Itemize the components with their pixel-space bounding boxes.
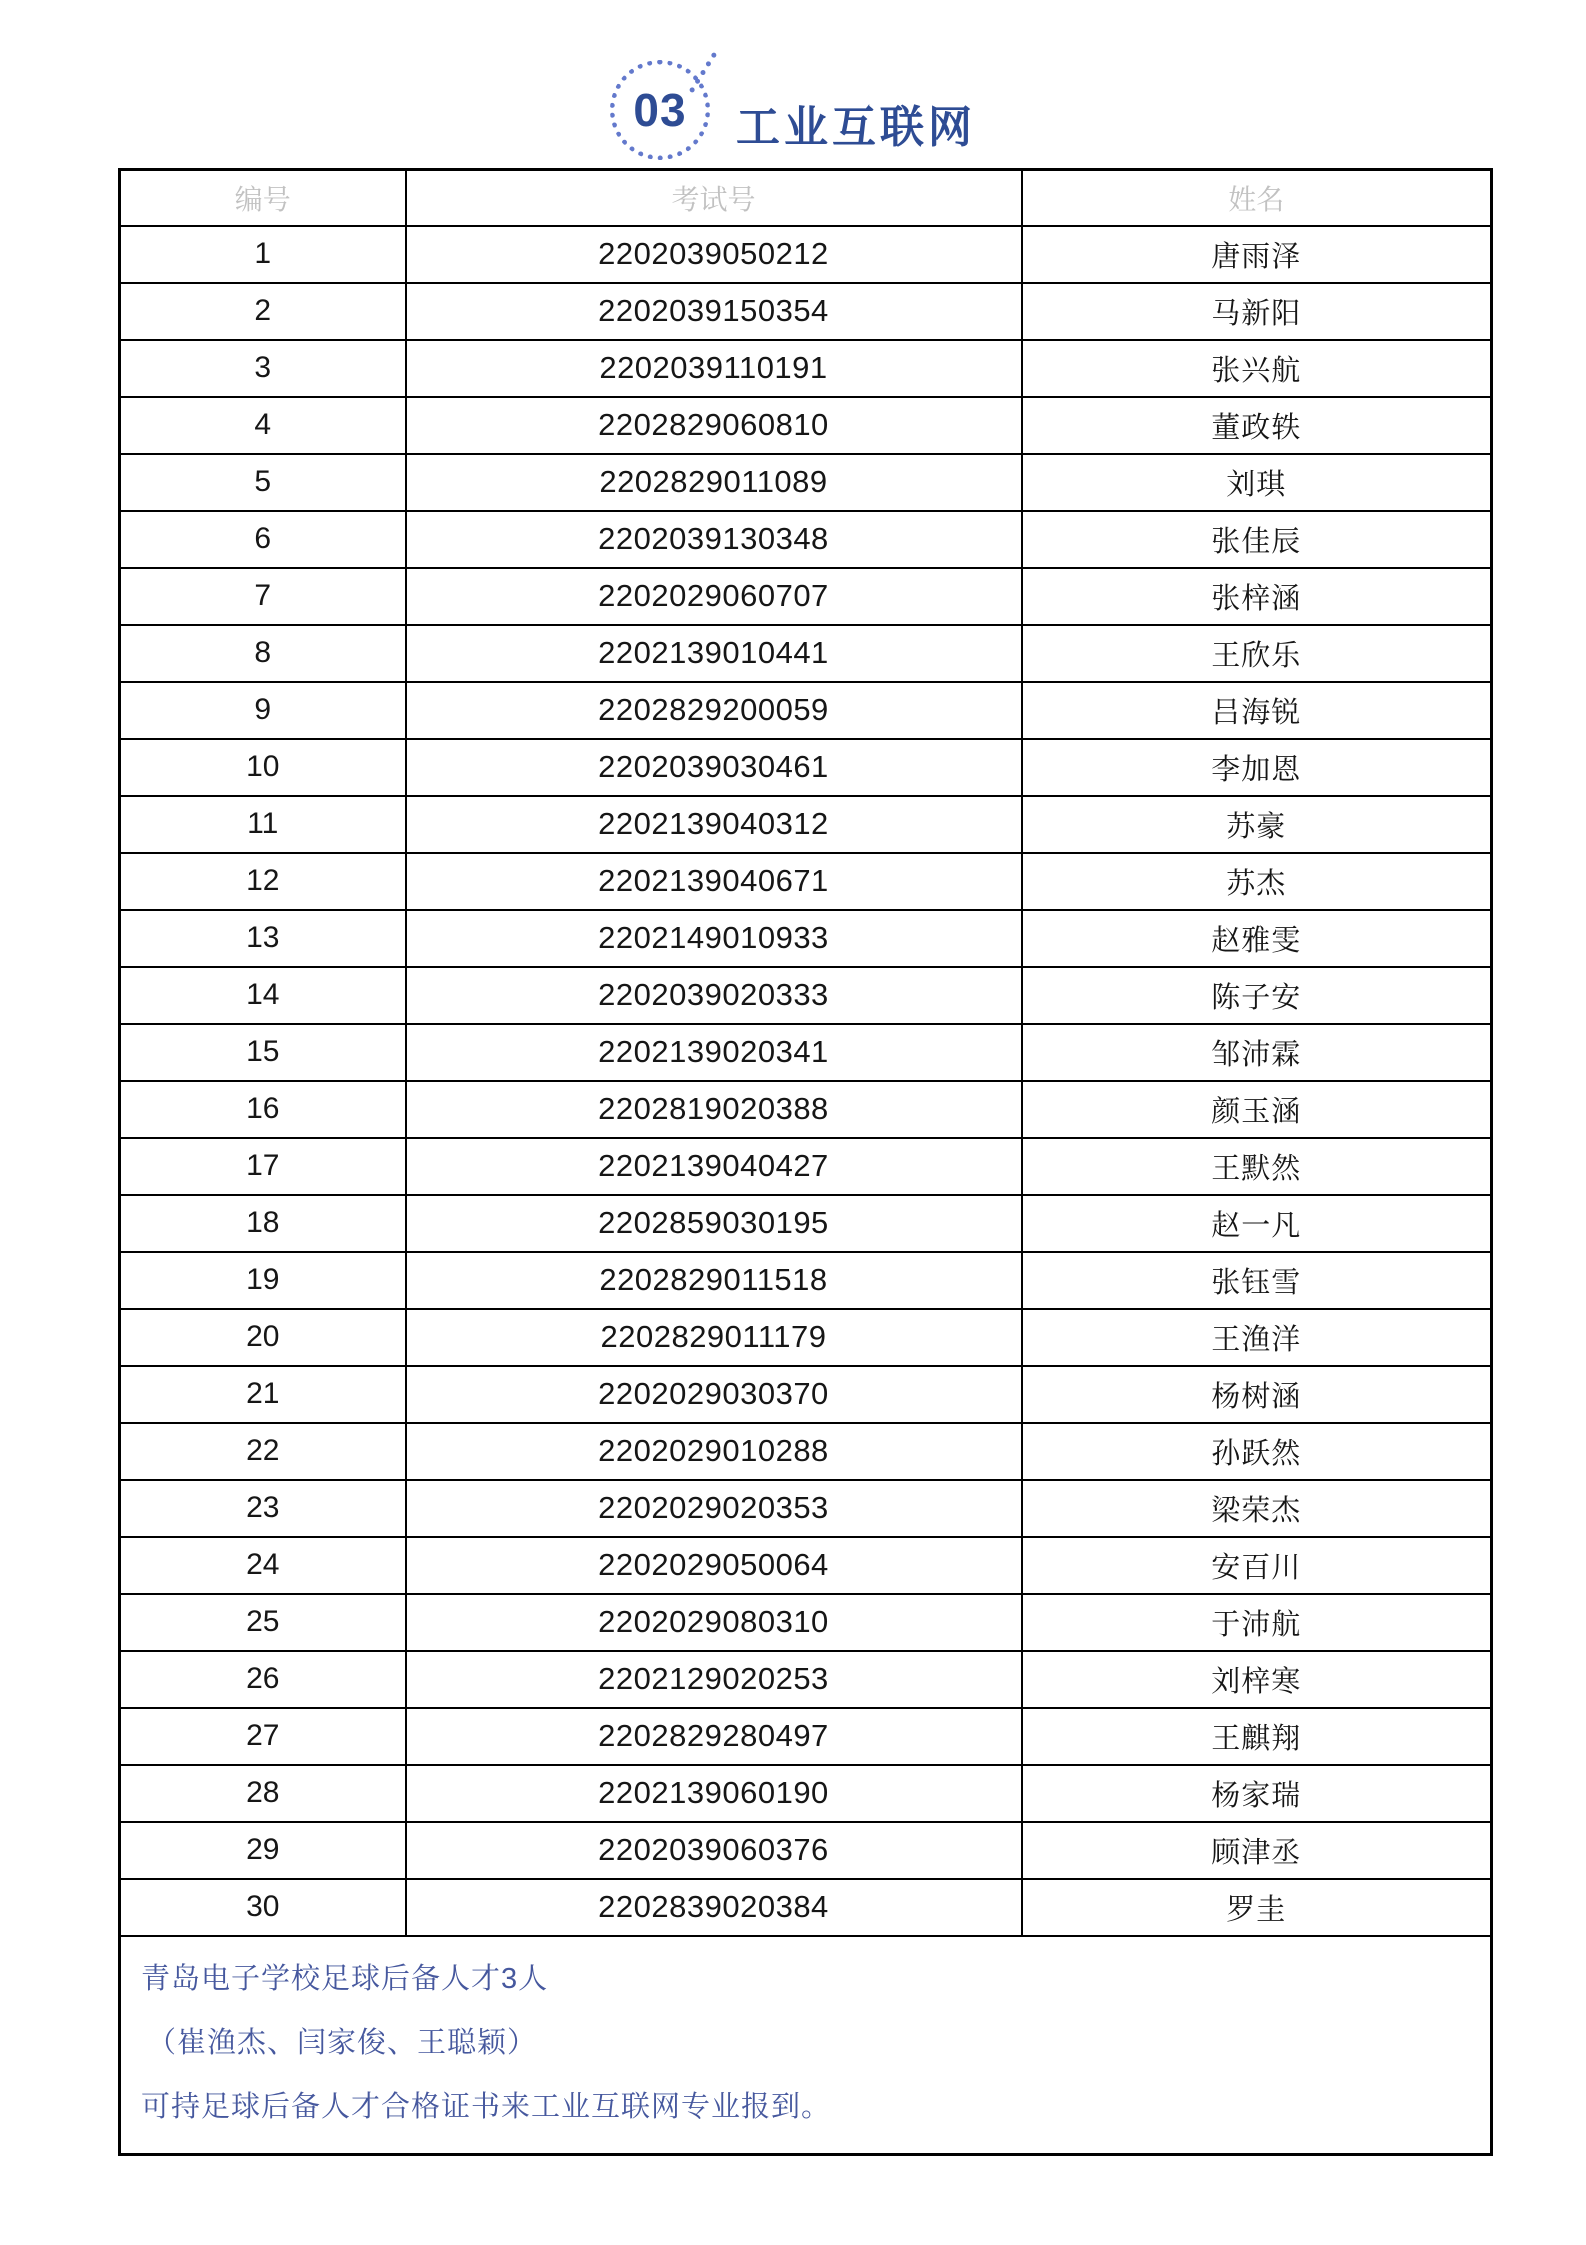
candidate-name-cell: 邹沛霖	[1022, 1024, 1492, 1081]
table-row	[120, 1423, 1492, 1480]
candidate-name-cell: 马新阳	[1022, 283, 1492, 340]
exam-number-cell: 2202839020384	[406, 1879, 1022, 1936]
row-number-cell: 1	[120, 226, 406, 283]
candidate-name-cell: 杨家瑞	[1022, 1765, 1492, 1822]
table-row	[120, 1651, 1492, 1708]
table-row	[120, 1366, 1492, 1423]
footer-note-line-1: 青岛电子学校足球后备人才3人	[141, 1962, 549, 1995]
row-number-cell: 18	[120, 1195, 406, 1252]
page-title: 工业互联网	[736, 103, 976, 152]
candidate-name-cell: 张佳辰	[1022, 511, 1492, 568]
table-row	[120, 1708, 1492, 1765]
row-number-cell: 4	[120, 397, 406, 454]
exam-number-cell: 2202039060376	[406, 1822, 1022, 1879]
table-row	[120, 1594, 1492, 1651]
candidate-name-cell: 王欣乐	[1022, 625, 1492, 682]
exam-number-cell: 2202139040427	[406, 1138, 1022, 1195]
footer-note-line-3: 可持足球后备人才合格证书来工业互联网专业报到。	[141, 2090, 832, 2123]
candidate-name-cell: 苏豪	[1022, 796, 1492, 853]
candidate-name-cell: 杨树涵	[1022, 1366, 1492, 1423]
candidate-name-cell: 董政轶	[1022, 397, 1492, 454]
candidate-name-cell: 苏杰	[1022, 853, 1492, 910]
table-row	[120, 1480, 1492, 1537]
exam-number-cell: 2202829200059	[406, 682, 1022, 739]
exam-number-cell: 2202829011179	[406, 1309, 1022, 1366]
row-number-cell: 7	[120, 568, 406, 625]
candidate-name-cell: 顾津丞	[1022, 1822, 1492, 1879]
table-row	[120, 967, 1492, 1024]
row-number-cell: 14	[120, 967, 406, 1024]
exam-number-cell: 2202859030195	[406, 1195, 1022, 1252]
table-row	[120, 1309, 1492, 1366]
exam-number-cell: 2202829011518	[406, 1252, 1022, 1309]
table-row	[120, 625, 1492, 682]
table-container	[118, 168, 1490, 2156]
candidate-name-cell: 罗圭	[1022, 1879, 1492, 1936]
exam-number-cell: 2202139040671	[406, 853, 1022, 910]
row-number-cell: 6	[120, 511, 406, 568]
section-header	[0, 0, 1586, 168]
table-row	[120, 1024, 1492, 1081]
exam-number-cell: 2202029020353	[406, 1480, 1022, 1537]
candidate-name-cell: 唐雨泽	[1022, 226, 1492, 283]
row-number-cell: 12	[120, 853, 406, 910]
exam-number-cell: 2202829280497	[406, 1708, 1022, 1765]
exam-number-cell: 2202029060707	[406, 568, 1022, 625]
row-number-cell: 21	[120, 1366, 406, 1423]
footer-note-line-2: （崔渔杰、闫家俊、王聪颖）	[147, 2026, 538, 2059]
candidate-name-cell: 赵雅雯	[1022, 910, 1492, 967]
candidate-name-cell: 赵一凡	[1022, 1195, 1492, 1252]
row-number-cell: 27	[120, 1708, 406, 1765]
exam-number-cell: 2202139010441	[406, 625, 1022, 682]
column-header-exam-no: 考试号	[406, 170, 1022, 226]
row-number-cell: 2	[120, 283, 406, 340]
row-number-cell: 22	[120, 1423, 406, 1480]
row-number-cell: 3	[120, 340, 406, 397]
column-header-number: 编号	[120, 170, 406, 226]
table-row	[120, 1195, 1492, 1252]
exam-number-cell: 2202039050212	[406, 226, 1022, 283]
exam-number-cell: 2202819020388	[406, 1081, 1022, 1138]
row-number-cell: 9	[120, 682, 406, 739]
candidate-name-cell: 王默然	[1022, 1138, 1492, 1195]
row-number-cell: 28	[120, 1765, 406, 1822]
row-number-cell: 29	[120, 1822, 406, 1879]
table-row	[120, 511, 1492, 568]
table-row	[120, 1537, 1492, 1594]
table-row	[120, 454, 1492, 511]
table-row	[120, 1081, 1492, 1138]
row-number-cell: 15	[120, 1024, 406, 1081]
table-header-row	[120, 170, 1492, 226]
candidate-name-cell: 颜玉涵	[1022, 1081, 1492, 1138]
candidate-name-cell: 安百川	[1022, 1537, 1492, 1594]
candidate-name-cell: 孙跃然	[1022, 1423, 1492, 1480]
section-number-badge	[610, 60, 710, 160]
table-row	[120, 1822, 1492, 1879]
footer-note-cell	[120, 1936, 1492, 2155]
candidate-name-cell: 张兴航	[1022, 340, 1492, 397]
table-row	[120, 226, 1492, 283]
candidate-table	[118, 168, 1493, 2156]
exam-number-cell: 2202039020333	[406, 967, 1022, 1024]
candidate-name-cell: 刘梓寒	[1022, 1651, 1492, 1708]
exam-number-cell: 2202039030461	[406, 739, 1022, 796]
table-row	[120, 568, 1492, 625]
candidate-name-cell: 王渔洋	[1022, 1309, 1492, 1366]
exam-number-cell: 2202039150354	[406, 283, 1022, 340]
exam-number-cell: 2202829011089	[406, 454, 1022, 511]
column-header-name: 姓名	[1022, 170, 1492, 226]
table-row	[120, 1879, 1492, 1936]
candidate-name-cell: 吕海锐	[1022, 682, 1492, 739]
candidate-name-cell: 刘琪	[1022, 454, 1492, 511]
footer-note-row	[120, 1936, 1492, 2155]
exam-number-cell: 2202039110191	[406, 340, 1022, 397]
exam-number-cell: 2202829060810	[406, 397, 1022, 454]
row-number-cell: 25	[120, 1594, 406, 1651]
table-row	[120, 340, 1492, 397]
table-row	[120, 1138, 1492, 1195]
table-row	[120, 397, 1492, 454]
row-number-cell: 16	[120, 1081, 406, 1138]
row-number-cell: 8	[120, 625, 406, 682]
table-row	[120, 1252, 1492, 1309]
row-number-cell: 19	[120, 1252, 406, 1309]
exam-number-cell: 2202139040312	[406, 796, 1022, 853]
exam-number-cell: 2202039130348	[406, 511, 1022, 568]
exam-number-cell: 2202139060190	[406, 1765, 1022, 1822]
candidate-name-cell: 陈子安	[1022, 967, 1492, 1024]
row-number-cell: 5	[120, 454, 406, 511]
table-row	[120, 910, 1492, 967]
row-number-cell: 30	[120, 1879, 406, 1936]
row-number-cell: 11	[120, 796, 406, 853]
row-number-cell: 17	[120, 1138, 406, 1195]
table-row	[120, 1765, 1492, 1822]
candidate-name-cell: 张钰雪	[1022, 1252, 1492, 1309]
row-number-cell: 20	[120, 1309, 406, 1366]
exam-number-cell: 2202029010288	[406, 1423, 1022, 1480]
row-number-cell: 24	[120, 1537, 406, 1594]
row-number-cell: 26	[120, 1651, 406, 1708]
row-number-cell: 13	[120, 910, 406, 967]
exam-number-cell: 2202129020253	[406, 1651, 1022, 1708]
exam-number-cell: 2202139020341	[406, 1024, 1022, 1081]
exam-number-cell: 2202029080310	[406, 1594, 1022, 1651]
table-row	[120, 796, 1492, 853]
table-row	[120, 739, 1492, 796]
row-number-cell: 23	[120, 1480, 406, 1537]
table-row	[120, 682, 1492, 739]
candidate-name-cell: 张梓涵	[1022, 568, 1492, 625]
candidate-name-cell: 王麒翔	[1022, 1708, 1492, 1765]
exam-number-cell: 2202149010933	[406, 910, 1022, 967]
candidate-name-cell: 梁荣杰	[1022, 1480, 1492, 1537]
row-number-cell: 10	[120, 739, 406, 796]
table-row	[120, 283, 1492, 340]
exam-number-cell: 2202029030370	[406, 1366, 1022, 1423]
candidate-name-cell: 于沛航	[1022, 1594, 1492, 1651]
section-number: 03	[633, 84, 687, 136]
exam-number-cell: 2202029050064	[406, 1537, 1022, 1594]
table-row	[120, 853, 1492, 910]
candidate-name-cell: 李加恩	[1022, 739, 1492, 796]
